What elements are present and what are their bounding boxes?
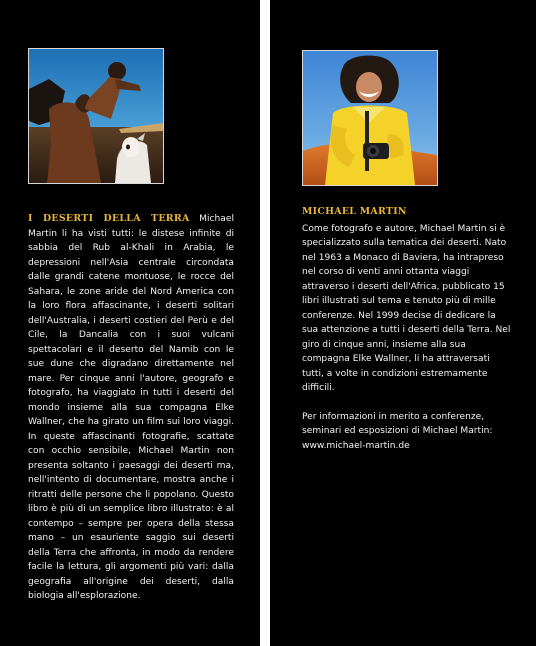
- author-portrait-photo: [302, 50, 438, 186]
- author-section: [302, 205, 512, 453]
- contact-info: [302, 410, 512, 454]
- contact-info-text: Per informazioni in merito a conferenze, seminari ed esposizioni di Michael Martin:: [302, 411, 493, 436]
- book-description: [28, 212, 234, 604]
- book-description-body: Michael Martin li ha visti tutti: le distese infinite di sabbia del Rub al-Khali in Arabia, le depressioni nell'Asia centrale circondata dalle grandi catene montuose, le rocce del Sahara, le zone aride del Nord America con la loro flora affascinante, i deserti solitari dell'Australia, i deserti costieri del Perù e del Cile, la Dancalia con i suoi vulcani spettacolari e il deserto del Namib con le sue dune che digradano direttamente nel mare. Per cinque anni l'autore, geografo e fotografo, ha viaggiato in tutti i deserti del mondo insieme alla sua compagna Elke Wallner, che ha girato un film sui loro viaggi. In queste affascinanti fotografie, scattate con occhio sensibile, Michael Martin non presenta soltanto i paesaggi dei deserti ma, nell'intento di documentare, mostra anche i ritratti delle persone che li popolano. Questo libro è più di un semplice libro illustrato: è al contempo – sempre per opera della stessa mano – un esauriente saggio sui deserti della Terra che affronta, in modo da rendere facile la lettura, gli argomenti più vari: dalla geografia all'origine dei deserti, dalla biologia all'esplorazione.: [28, 214, 234, 601]
- author-website-link[interactable]: www.michael-martin.de: [302, 440, 410, 451]
- desert-herder-photo: [28, 48, 164, 184]
- book-title: I DESERTI DELLA TERRA: [28, 213, 190, 224]
- author-name: MICHAEL MARTIN: [302, 206, 407, 217]
- flap-divider: [260, 0, 270, 646]
- author-bio: Come fotografo e autore, Michael Martin si è specializzato sulla tematica dei deserti. Nato nel 1963 a Monaco di Baviera, ha intrapreso nel corso di venti anni ottanta viaggi attraverso i deserti dell'Africa, pubblicato 15 libri illustrati sul tema e tenuto più di mille conferenze. Nel 1999 decise di dedicare la sua attenzione a tutti i deserti della Terra. Nel giro di cinque anni, insieme alla sua compagna Elke Wallner, li ha attraversati tutti, a volte in condizioni estremamente difficili.: [302, 223, 511, 393]
